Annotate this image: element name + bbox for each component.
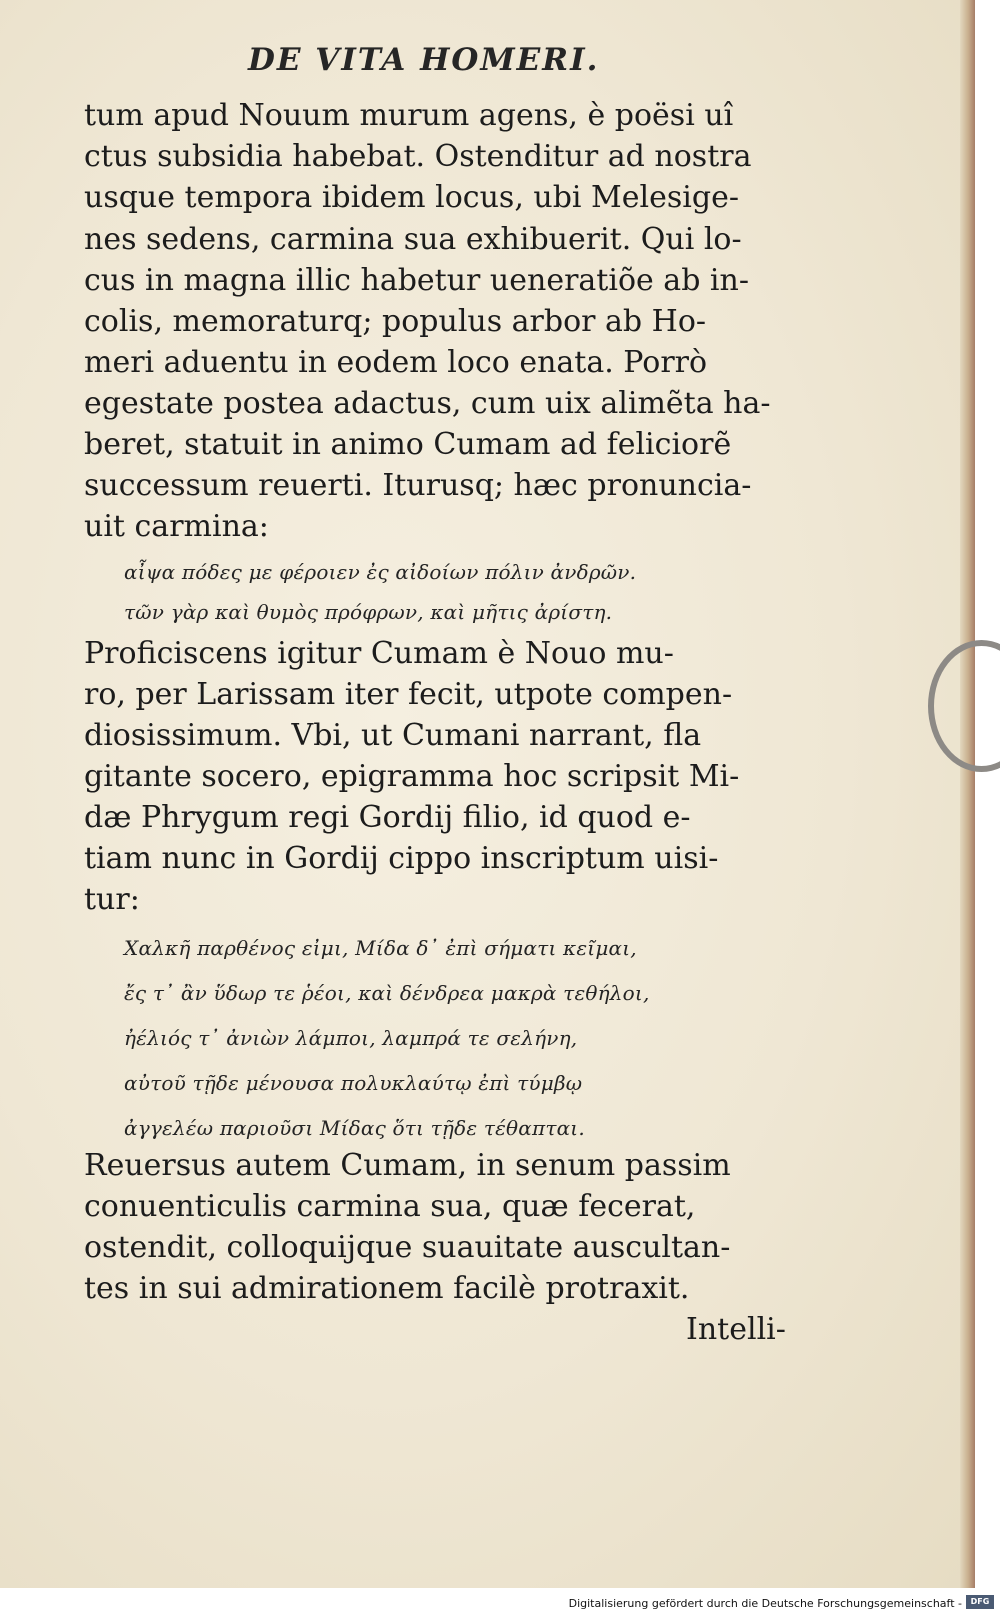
text-line: conuenticulis carmina sua, quæ fecerat, (84, 1189, 696, 1224)
greek-verse-line: αὐτοῦ τῇδε μένουσα πολυκλαύτῳ ἐπὶ τύμβῳ (124, 1071, 583, 1095)
text-line: nes sedens, carmina sua exhibuerit. Qui lo- (84, 222, 742, 257)
page-edge (960, 0, 975, 1588)
text-line: diosissimum. Vbi, ut Cumani narrant, fla (84, 718, 702, 753)
text-line: tum apud Nouum murum agens, è poësi uî (84, 98, 734, 133)
greek-verse-line: αἶψα πόδες με φέροιεν ἐς αἰδοίων πόλιν ἀνδρῶν. (124, 560, 637, 584)
text-line: egestate postea adactus, cum uix alimẽta ha- (84, 386, 771, 421)
text-line: tiam nunc in Gordij cippo inscriptum uisi- (84, 841, 719, 876)
text-line: tur: (84, 882, 140, 917)
text-line: colis, memoraturq; populus arbor ab Ho- (84, 304, 707, 339)
footer-credit: Digitalisierung gefördert durch die Deutsche Forschungsgemeinschaft - (568, 1597, 962, 1610)
text-line: usque tempora ibidem locus, ubi Melesige- (84, 180, 739, 215)
footer-bar (0, 1588, 1000, 1621)
text-line: cus in magna illic habetur ueneratiõe ab in- (84, 263, 749, 298)
text-line: successum reuerti. Iturusq; hæc pronuncia- (84, 468, 752, 503)
text-line: ostendit, colloquijque suauitate auscultan- (84, 1230, 731, 1265)
text-line: meri aduentu in eodem loco enata. Porrò (84, 345, 708, 380)
text-line: Reuersus autem Cumam, in senum passim (84, 1148, 731, 1183)
greek-verse-line: ἠέλιός τ᾽ ἀνιὼν λάμποι, λαμπρά τε σελήνη, (124, 1026, 578, 1050)
greek-verse-line: ἀγγελέω παριοῦσι Μίδας ὅτι τῇδε τέθαπται. (124, 1116, 585, 1140)
catchword: Intelli- (686, 1312, 786, 1347)
greek-verse-line: Χαλκῆ παρθένος εἰμι, Μίδα δ᾽ ἐπὶ σήματι κεῖμαι, (124, 936, 637, 960)
text-line: ctus subsidia habebat. Ostenditur ad nostra (84, 139, 752, 174)
greek-verse-line: ἔς τ᾽ ἂν ὕδωρ τε ῥέοι, καὶ δένδρεα μακρὰ τεθήλοι, (124, 981, 650, 1005)
text-line: uit carmina: (84, 509, 269, 544)
dfg-logo: DFG (966, 1595, 994, 1609)
text-line: ro, per Larissam iter fecit, utpote compen- (84, 677, 733, 712)
text-line: tes in sui admirationem facilè protraxit. (84, 1271, 690, 1306)
greek-verse-line: τῶν γὰρ καὶ θυμὸς πρόφρων, καὶ μῆτις ἀρίστη. (124, 600, 613, 624)
text-line: beret, statuit in animo Cumam ad feliciorẽ (84, 427, 732, 462)
text-line: dæ Phrygum regi Gordij filio, id quod e- (84, 800, 691, 835)
text-line: Proficiscens igitur Cumam è Nouo mu- (84, 636, 674, 671)
running-header: DE VITA HOMERI. (248, 42, 600, 78)
text-line: gitante socero, epigramma hoc scripsit Mi- (84, 759, 740, 794)
